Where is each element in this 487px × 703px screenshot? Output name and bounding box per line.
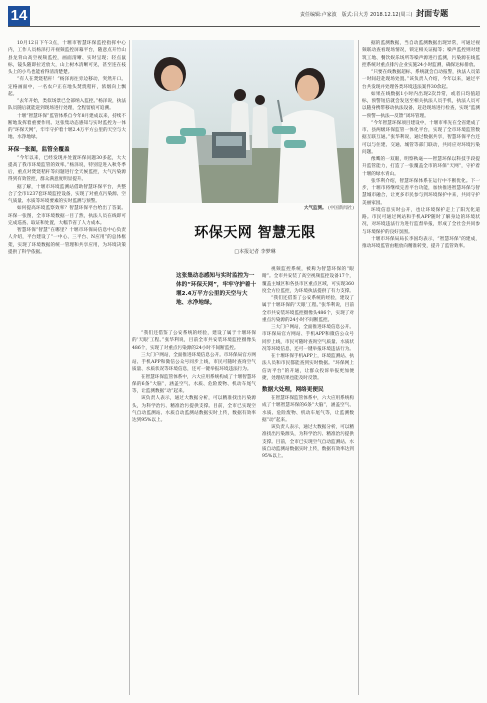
paragraph: 据了解，十堰市环境监测站借助智慧环保平台，共整合了全市1237套环境监控设备，实现了对重点污染源、空气质量、水质等环境要素的实时监测与预警。 — [8, 184, 126, 204]
paragraph: 该负责人表示，通过大数据分析，可以精准找出污染源头，为科学治污、精准治污提供支撑。目前，全市已实现空气自动监测站、水质自动监测站数据实时上传，数据有效率达到95%以上。 — [132, 396, 256, 423]
paragraph: 据的监测数据，当自动监测数据出现异常，可通过视频联动查看现场情况，锁定相关证据等；噪声监控则对建筑工地、餐饮娱乐场所等噪声源进行监测，污染源在线监控系统对重点排污企业实施24小时监测，确保达标排放。 — [362, 41, 480, 68]
article-column-2-left — [132, 330, 256, 695]
article-column-2 — [262, 266, 354, 695]
lab-scene-illustration — [132, 40, 354, 203]
section-heading: 环保一张图，监管全覆盖 — [8, 146, 70, 153]
paragraph: 十堰“智慧环保”监管体系自今年8月建成以来，持续不断地发挥着重要作用。这张集动态感知与实时监控为一体的“环保天网”，牢牢守护着十堰2.4万平方公里的天空与大地、水净地绿。 — [8, 113, 126, 141]
paragraph: 如何提高环境监察效率？智慧环保平台给出了答案。环保一张图，全市环境数据一目了然，执法人员在线即可完成巡查、取证和处置，大幅节省了人力成本。 — [8, 206, 126, 226]
photo-caption — [270, 205, 354, 211]
page-header — [300, 8, 482, 19]
caption-title: 大气监测。 — [304, 206, 327, 211]
section-heading: 数据大处理，网络更便民 — [262, 387, 324, 393]
pull-quote: 这张集动态感知与实时监控为一体的“环保天网”，牢牢守护着十堰2.4万平方公里的天空与大地、水净地绿。 — [176, 273, 257, 306]
paragraph: “我们还借鉴了公安系统的经验，建设了属于十堰环保的‘天眼’工程。”张华利说，目前全市共安装环境监控摄像头486个，实现了对重点污染源的24小时不间断监控。 — [262, 296, 354, 323]
column-divider — [358, 40, 359, 695]
paragraph: “有人在焚烧秸秆！”杨泽再往旁边移动，突然开口。定格画面中，一名农户正在地头焚烧秸秆，浓烟向上飘起。 — [8, 77, 126, 97]
paragraph: “今年智慧环保项目建设中，十堰市率先在全省建成了市、县两级环保监管一体化平台，实现了全市环境监管数据互联互通。”张华利说，通过数据共享，智慧环保平台还可以与住建、交通、城管等部门联动，共同应对环境污染问题。 — [362, 120, 480, 155]
paragraph: 在智慧环保监管体系中，六大应用系统构成了十堰智慧环保的6条“大脑”，涵盖空气、水质、危险废物、机动车尾气等，让监测数据“动”起来。 — [132, 374, 256, 394]
headline: 环保天网 智慧无限 — [194, 225, 316, 241]
article-column-3 — [362, 40, 480, 695]
paragraph: 在智慧环保监管体系中，六大应用系统构成了十堰智慧环保的6条“大脑”，涵盖空气、水质、危险废物、机动车尾气等，让监测数据“动”起来。 — [262, 396, 354, 423]
paragraph: 视频监控系统，被称为智慧环保的“眼睛”。全市共安装了高空视频监控设备17个，覆盖主城区和各县市区重点区域，可实现360度全方位监控，为环境执法提供了有力支撑。 — [262, 267, 354, 294]
caption-credit: (中国新闻社) — [327, 206, 354, 211]
paragraph: 张华利介绍，智慧环保体系在运行中不断优化。下一步，十堰市将继续完善平台功能，加快推进智慧环保与智慧城市融合，让更多市民参与到环境保护中来，共同守护美丽家园。 — [362, 178, 480, 206]
paragraph: 环境信息实时公开，也让环境保护走上了阳光化道路。市民可通过网站和手机APP随时了解身边的环境状况，对环境违法行为进行监督举报，形成了全社会共同参与环境保护的良好氛围。 — [362, 207, 480, 235]
article-photo — [132, 40, 354, 203]
section-title: 封面专题 — [416, 9, 449, 18]
paragraph: 像鹰的一双眼，明察秋毫——智慧环保以科技手段提升监管能力，打造了一张覆盖全市的环保“天网”，守护着十堰的绿水青山。 — [362, 157, 480, 177]
paragraph: 10月12日下午3点，十堰市智慧环保监控指挥中心内，工作人员杨泽打开视频监控屏幕平台，随意点开竹山县龙背山高空视频监控，画面清晰、实时呈现；轻点鼠标，镜头随即拉近放大，山上树木清晰可见，甚至连在枝头上的小鸟也能看得清清楚楚。 — [8, 41, 126, 75]
paragraph: “今年以来，已经发现并处置环保问题30多起，大大提高了我市环境监管的效率。”杨泽说，特别是进入秋冬季后，重点对焚烧秸秆等问题进行全天候监控，大气污染源得到有效管控，群众满意度明显提升。 — [8, 155, 126, 183]
paragraph: 三大门户网站，全面推进环境信息公开。市环保局官方网站、手机APP和微信公众号同步上线，市民可随时查询空气质量、水质状况等环境信息，还可一键举报环境违法行为。 — [262, 325, 354, 352]
paragraph: 十堰市环保局局长李国均表示，“智慧环保”的建成，推动环境监管由粗放向精准转变，提升了监管效率。 — [362, 236, 480, 249]
editors-credit: 责任编辑:卢家波 版式:吕大芳 — [300, 12, 369, 18]
paragraph: 三大门户网站，全面推进环境信息公开。市环保局官方网站、手机APP和微信公众号同步上线，市民可随时查询空气质量、水质状况等环境信息，还可一键举报环境违法行为。 — [132, 352, 256, 373]
paragraph: “我们还借鉴了公安系统的经验，建设了属于十堰环保的‘天眼’工程。”张华利说，目前全市共安装环境监控摄像头486个，实现了对重点污染源的24小时不间断监控。 — [132, 331, 256, 351]
paragraph: “去年开始，类似场景已全部纳入监控。”杨泽说，执法队员随后就能赶到现场进行处理，全程留痕可追溯。 — [8, 99, 126, 112]
paragraph: 该负责人表示，通过大数据分析，可以精准找出污染源头，为科学治污、精准治污提供支撑。目前，全市已实现空气自动监测站、水质自动监测站数据实时上传，数据有效率达到95%以上。 — [262, 425, 354, 459]
paragraph: 如果在线数据1小时内出现2次异常，或者日均值超标，预警短信就会发送至相关执法人员手机，执法人员可以随身携带移动执法设备，赶赴现场进行检查，实现“监测—预警—执法—反馈”闭环管理。 — [362, 91, 480, 119]
paragraph: 在十堰环保手机APP上，环境监测站、执法人员和市民都能查到实时数据。“环保网上信访平台”的开通，让群众投诉举报更加便捷，处理结果也能及时反馈。 — [262, 354, 354, 381]
issue-date: 2018.12.12(周三) — [369, 12, 413, 18]
column-divider — [129, 40, 130, 695]
paragraph: “只要在线数据超标，系统就会自动报警，执法人员第一时间赶赴现场处置。”该负责人介绍，今年以来，通过平台共发现并处理各类环境违法案件30余起。 — [362, 70, 480, 90]
article-column-1 — [8, 40, 126, 695]
header-rule — [8, 26, 480, 27]
page-number: 14 — [8, 6, 30, 26]
paragraph: 智慧环保“智慧”在哪里？十堰市环保局信息中心负责人介绍，平台建设了“一中心、三平台、N应用”的总体框架，实现了环境数据的统一管理和共享应用，为环境决策提供了科学依据。 — [8, 228, 126, 255]
byline: □本报记者 李梦琳 — [234, 249, 276, 255]
